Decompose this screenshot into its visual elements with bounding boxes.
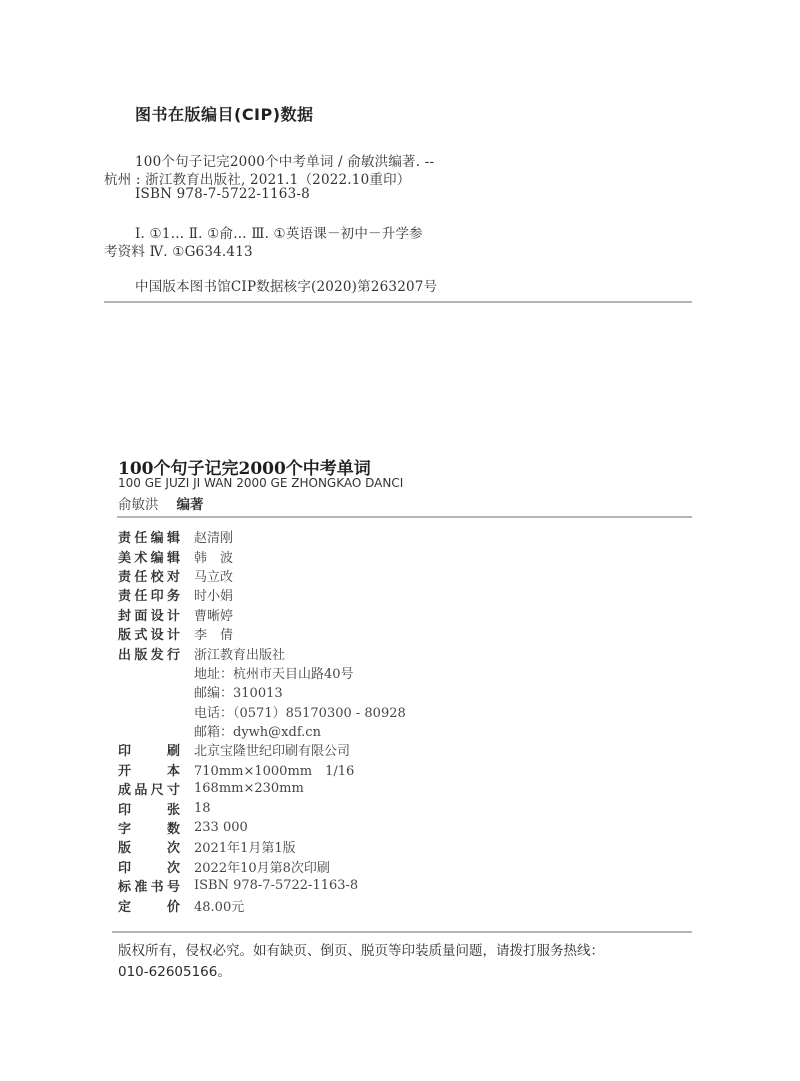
credit-label-char: 本 xyxy=(166,763,180,779)
credit-value: 曹晰婷 xyxy=(194,608,234,624)
credit-row xyxy=(118,876,406,895)
credit-label-char: 价 xyxy=(166,899,180,915)
credit-label-char: 号 xyxy=(166,880,180,896)
credit-row xyxy=(118,566,406,585)
credit-label xyxy=(118,740,180,759)
credit-label xyxy=(118,547,180,566)
credit-label-char: 对 xyxy=(166,569,180,585)
cip-classification-line-2: 考资料 Ⅳ. ①G634.413 xyxy=(104,244,253,260)
credit-label xyxy=(118,585,180,604)
credit-label-char: 责 xyxy=(118,531,132,547)
credit-label-char: 任 xyxy=(134,569,148,585)
credit-row xyxy=(118,546,406,565)
credit-row xyxy=(118,702,406,721)
credit-label-char: 印 xyxy=(118,802,132,818)
credit-label-char: 术 xyxy=(134,550,148,566)
cip-record-number: 中国版本图书馆CIP数据核字(2020)第263207号 xyxy=(135,279,438,295)
credit-label xyxy=(118,876,180,895)
copyright-notice xyxy=(118,941,604,983)
credit-row xyxy=(118,798,406,817)
divider-middle xyxy=(117,516,692,518)
credit-label-char: 行 xyxy=(166,647,180,663)
copyright-hotline: 010-62605166。 xyxy=(118,964,231,980)
credit-row xyxy=(118,682,406,701)
credit-label-char: 开 xyxy=(118,763,132,779)
credit-label-char: 发 xyxy=(150,647,164,663)
credit-label-char: 版 xyxy=(134,647,148,663)
credit-value: 时小娟 xyxy=(194,589,234,605)
credit-label-char: 标 xyxy=(118,880,132,896)
credit-label-char: 成 xyxy=(118,783,132,799)
credit-label-char: 次 xyxy=(166,841,180,857)
credit-label-char: 编 xyxy=(150,550,164,566)
credit-row xyxy=(118,585,406,604)
divider-bottom xyxy=(112,931,692,933)
credit-value: 710mm×1000mm 1/16 xyxy=(194,763,355,779)
credit-label-char: 品 xyxy=(134,783,148,799)
credits-table xyxy=(118,527,406,915)
copyright-line-1: 版权所有，侵权必究。如有缺页、倒页、脱页等印装质量问题，请拨打服务热线： xyxy=(118,943,604,959)
credit-label-char: 寸 xyxy=(166,783,180,799)
book-author xyxy=(118,493,204,513)
credit-row xyxy=(118,760,406,779)
cip-publisher-line: 杭州 : 浙江教育出版社, 2021.1（2022.10重印） xyxy=(104,172,411,188)
credit-value: 电话：（0571）85170300 - 80928 xyxy=(194,705,406,721)
credit-value: 赵清刚 xyxy=(194,531,234,547)
credit-label-char: 次 xyxy=(166,860,180,876)
credit-label xyxy=(118,818,180,837)
credit-label xyxy=(118,605,180,624)
credit-label-char: 校 xyxy=(150,569,164,585)
credit-label xyxy=(118,527,180,546)
divider-top xyxy=(104,301,692,303)
credit-row xyxy=(118,740,406,759)
credit-label-char: 印 xyxy=(118,744,132,760)
credit-label-char: 计 xyxy=(166,608,180,624)
credit-value: 北京宝隆世纪印刷有限公司 xyxy=(194,744,351,760)
credit-value: ISBN 978-7-5722-1163-8 xyxy=(194,878,359,894)
credit-label-char: 务 xyxy=(166,589,180,605)
credit-value: 浙江教育出版社 xyxy=(194,647,286,663)
credit-label-char: 定 xyxy=(118,899,132,915)
credit-label-char: 版 xyxy=(118,841,132,857)
credit-value: 李 倩 xyxy=(194,628,234,644)
book-pinyin-title: 100 GE JUZI JI WAN 2000 GE ZHONGKAO DANCI xyxy=(118,476,404,490)
credit-label xyxy=(118,779,180,798)
author-name: 俞敏洪 xyxy=(118,497,159,513)
book-title: 100个句子记完2000个中考单词 xyxy=(118,459,371,479)
credit-label xyxy=(118,857,180,876)
credit-label-char: 任 xyxy=(134,589,148,605)
credit-label-char: 刷 xyxy=(166,744,180,760)
credit-label-char: 封 xyxy=(118,608,132,624)
cip-classification-line: Ⅰ. ①1… Ⅱ. ①俞… Ⅲ. ①英语课－初中－升学参 xyxy=(135,226,423,242)
credit-label-char: 准 xyxy=(134,880,148,896)
credit-value: 2022年10月第8次印刷 xyxy=(194,860,330,876)
credit-label-char: 式 xyxy=(134,628,148,644)
credit-row xyxy=(118,895,406,914)
credit-value: 48.00元 xyxy=(194,899,245,915)
credit-label-char: 数 xyxy=(166,822,180,838)
credit-value: 地址：杭州市天目山路40号 xyxy=(194,666,354,682)
credit-label-char: 责 xyxy=(118,569,132,585)
credit-row xyxy=(118,721,406,740)
credit-row xyxy=(118,663,406,682)
credit-value: 2021年1月第1版 xyxy=(194,841,296,857)
credit-label xyxy=(118,760,180,779)
author-role: 编著 xyxy=(176,497,204,513)
credit-value: 韩 波 xyxy=(194,550,234,566)
credit-label-char: 美 xyxy=(118,550,132,566)
credit-label-char: 字 xyxy=(118,822,132,838)
credit-value: 马立改 xyxy=(194,569,234,585)
credit-row xyxy=(118,818,406,837)
credit-label-char: 书 xyxy=(150,880,164,896)
credit-label-char: 尺 xyxy=(150,783,164,799)
credit-label-char: 张 xyxy=(166,802,180,818)
credit-label-char: 辑 xyxy=(166,550,180,566)
cip-heading: 图书在版编目(CIP)数据 xyxy=(135,105,314,124)
credit-row xyxy=(118,779,406,798)
credit-label-char: 面 xyxy=(134,608,148,624)
credit-row xyxy=(118,605,406,624)
credit-label-char: 编 xyxy=(150,531,164,547)
credit-label xyxy=(118,837,180,856)
credit-value: 233 000 xyxy=(194,820,248,836)
credit-label-char: 辑 xyxy=(166,531,180,547)
credit-label-char: 计 xyxy=(166,628,180,644)
credit-label-char: 设 xyxy=(150,608,164,624)
credit-label-char: 印 xyxy=(150,589,164,605)
cip-title-line: 100个句子记完2000个中考单词 / 俞敏洪编著. -- xyxy=(135,154,435,170)
credit-label xyxy=(118,566,180,585)
credit-row xyxy=(118,857,406,876)
credit-label xyxy=(118,799,180,818)
credit-label-char: 版 xyxy=(118,628,132,644)
credit-label-char: 印 xyxy=(118,860,132,876)
credit-label-char: 出 xyxy=(118,647,132,663)
credit-row xyxy=(118,527,406,546)
credit-row xyxy=(118,643,406,662)
credit-label xyxy=(118,644,180,663)
cip-isbn-line: ISBN 978-7-5722-1163-8 xyxy=(135,186,310,202)
credit-label-char: 责 xyxy=(118,589,132,605)
credit-label xyxy=(118,896,180,915)
credit-value: 邮箱：dywh@xdf.cn xyxy=(194,725,321,741)
credit-label xyxy=(118,624,180,643)
credit-value: 168mm×230mm xyxy=(194,781,304,797)
credit-value: 18 xyxy=(194,800,211,816)
credit-label-char: 设 xyxy=(150,628,164,644)
credit-value: 邮编：310013 xyxy=(194,686,283,702)
credit-row xyxy=(118,837,406,856)
credit-label-char: 任 xyxy=(134,531,148,547)
credit-row xyxy=(118,624,406,643)
